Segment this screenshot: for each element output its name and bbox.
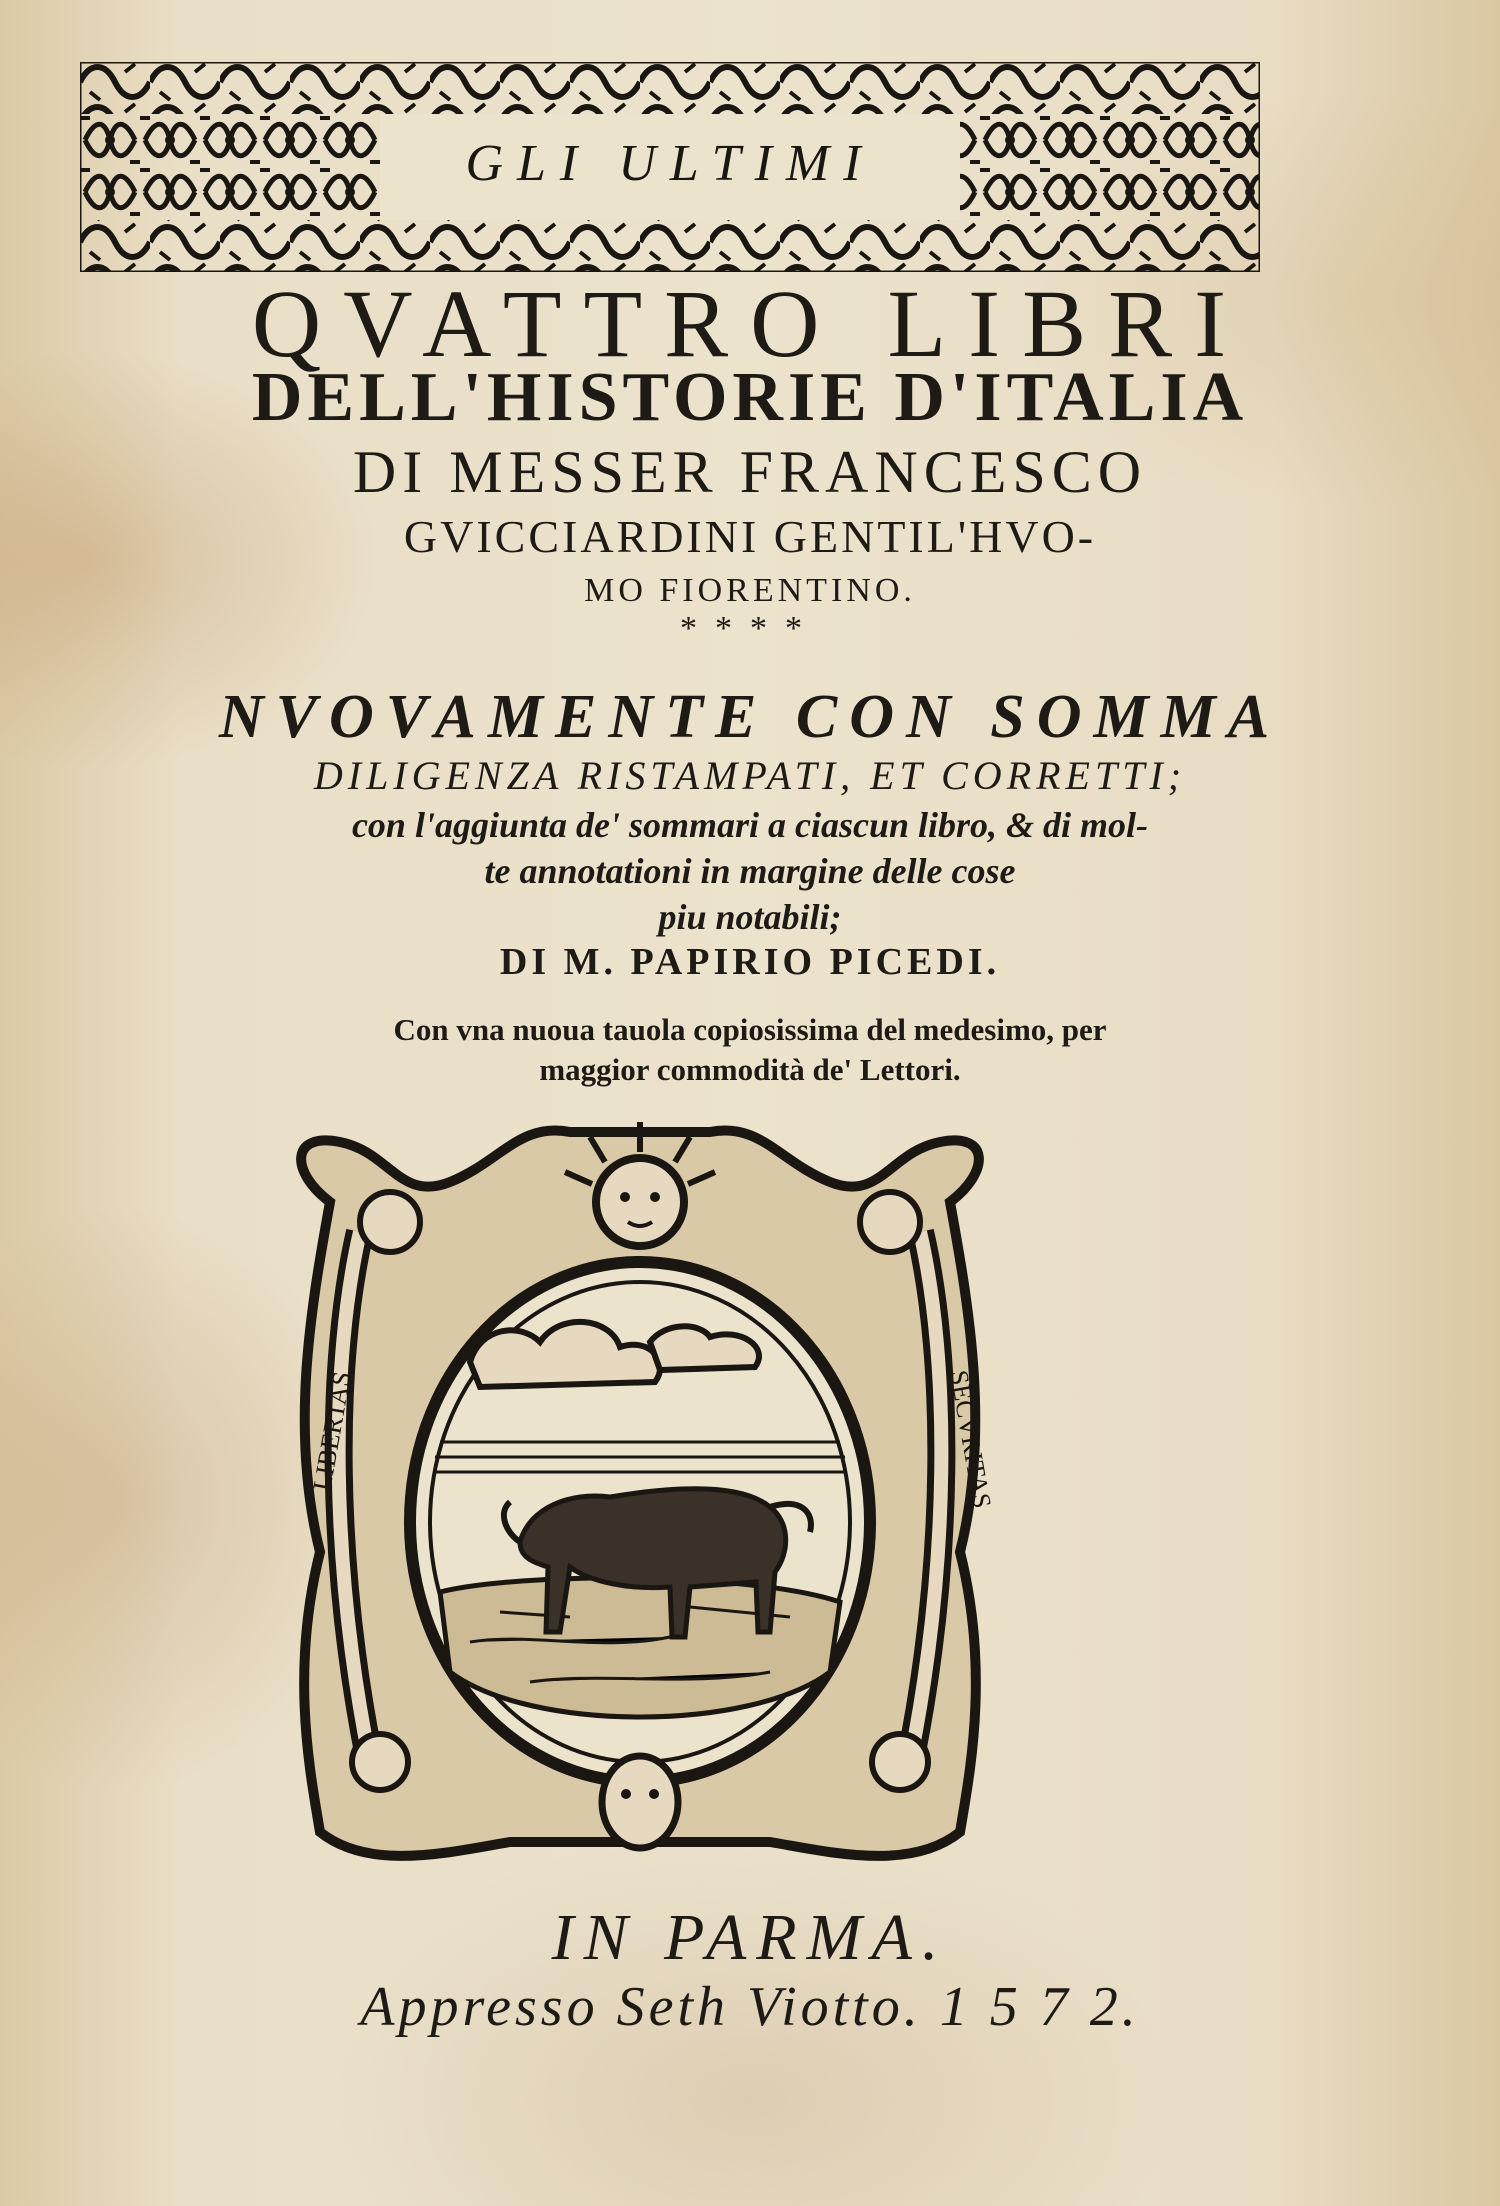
imprint-printer-year: Appresso Seth Viotto. 1 5 7 2. (360, 1976, 1140, 2038)
subtitle-line-4: te annotationi in margine delle cose (484, 851, 1016, 891)
band-text-left: LIBERTAS (307, 1369, 357, 1494)
editor-line: DI M. PAPIRIO PICEDI. (499, 941, 1001, 983)
subtitle-line-2: DILIGENZA RISTAMPATI, ET CORRETTI; (313, 753, 1187, 798)
subtitle-line-1: NVOVAMENTE CON SOMMA (218, 683, 1282, 751)
note-line-1: Con vna nuoua tauola copiosissima del medesimo, per (393, 1012, 1107, 1047)
title-line-1: QVATTRO LIBRI (251, 270, 1249, 377)
band-text-right: SECVRITAS (944, 1368, 997, 1511)
ornament-title: GLI ULTIMI (465, 135, 875, 192)
title-line-2: DELL'HISTORIE D'ITALIA (251, 359, 1249, 436)
note-line-2: maggior commodità de' Lettori. (539, 1052, 961, 1087)
star-separator: **** (680, 610, 820, 647)
title-line-3: DI MESSER FRANCESCO (352, 439, 1148, 505)
woodcut-illustration (270, 1112, 1010, 1872)
imprint-place: IN PARMA. (551, 1901, 949, 1974)
title-line-4: GVICCIARDINI GENTIL'HVO- (403, 511, 1097, 562)
printers-device-woodcut (270, 1112, 1010, 1872)
subtitle-line-3: con l'aggiunta de' sommari a ciascun libro, & di mol- (351, 805, 1149, 845)
ornamental-header-band (80, 62, 1260, 272)
title-line-5: MO FIORENTINO. (584, 572, 916, 609)
subtitle-line-5: piu notabili; (658, 897, 842, 937)
